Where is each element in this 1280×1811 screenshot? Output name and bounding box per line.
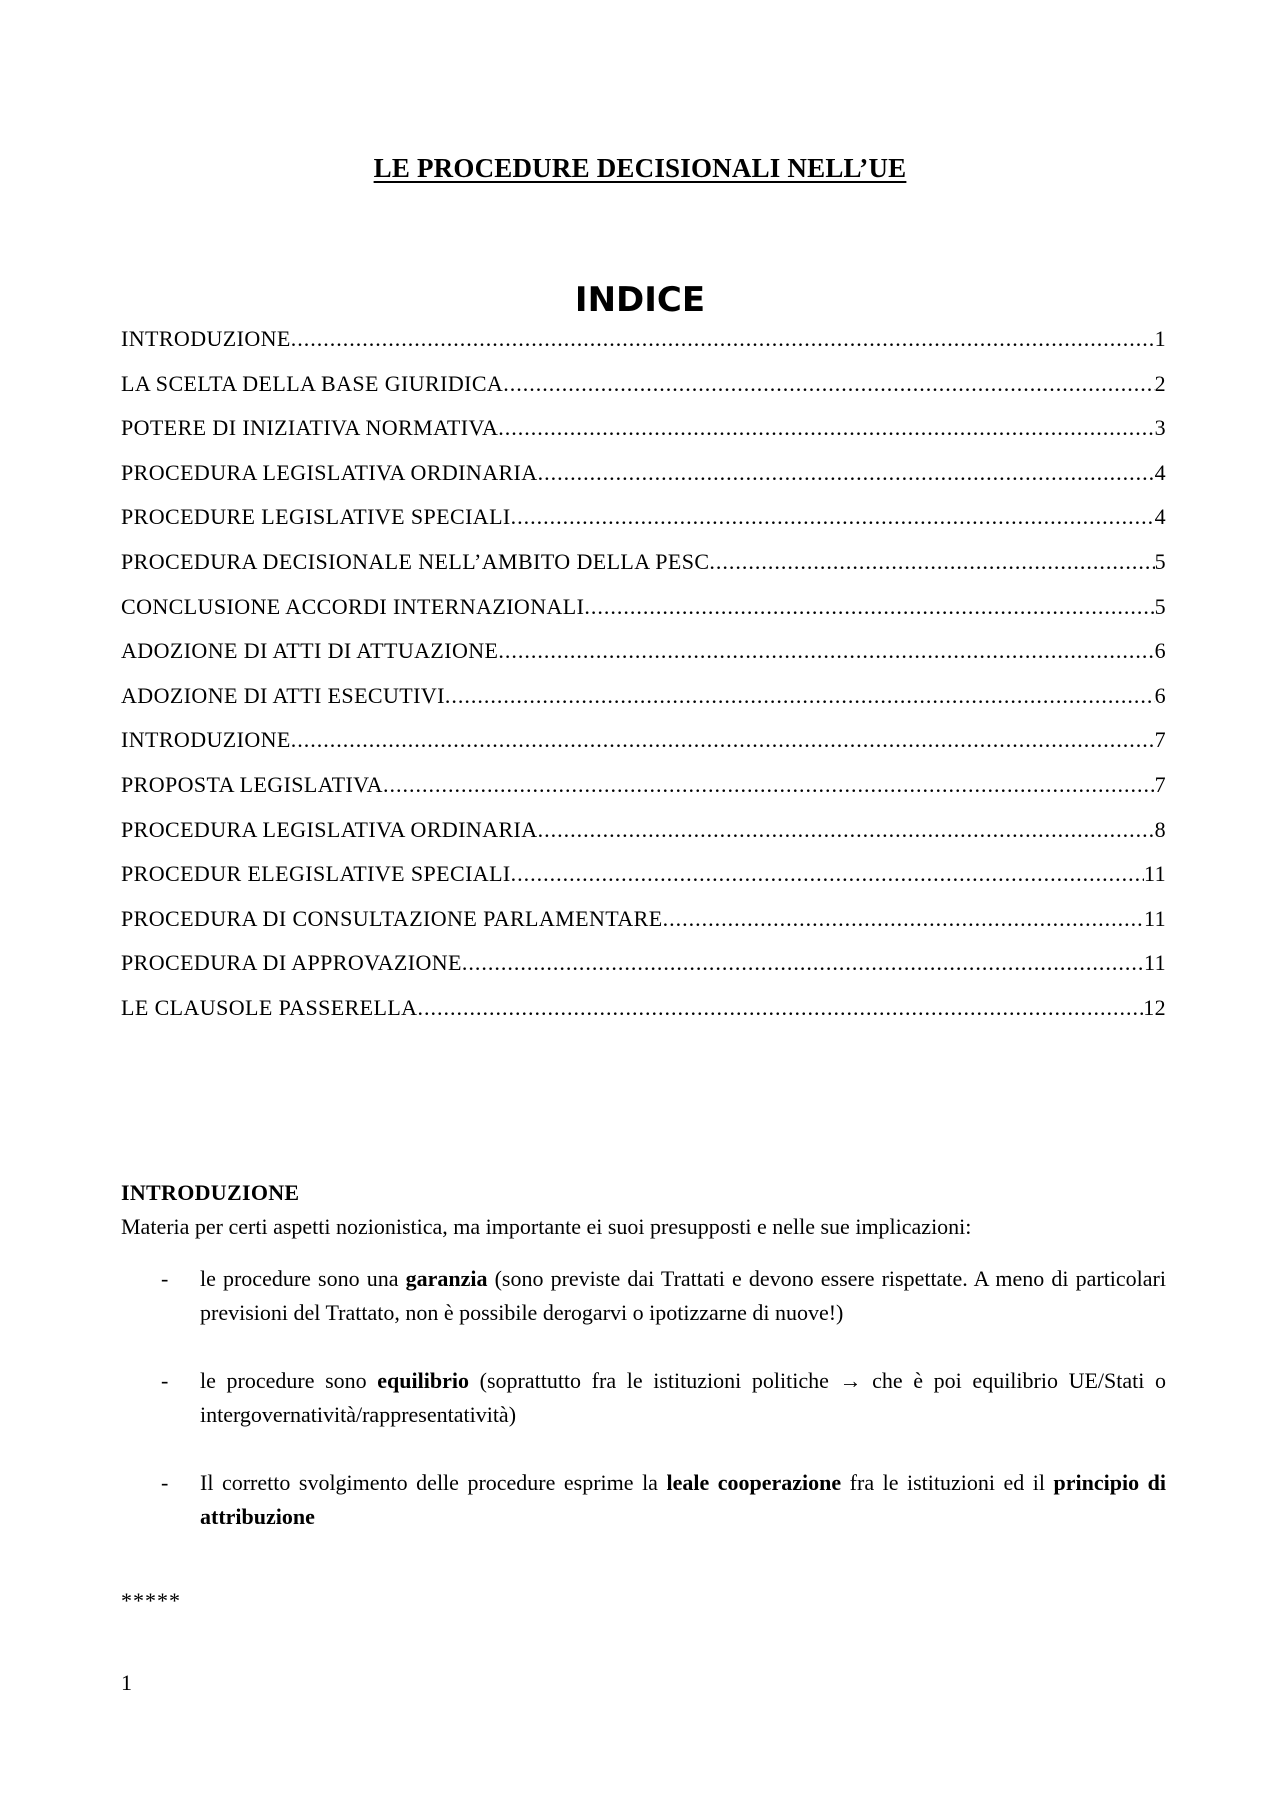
bullet-text: (sono previste dai Trattati e devono essere rispettate. A meno di particolari previsioni del Trattato, non è possibile derogarvi o ipotizzarne di nuove!) (200, 1266, 1166, 1325)
bullet-text: (soprattutto fra le istituzioni politiche → che è poi equilibrio UE/Stati o intergovernatività/rappresentatività) (200, 1368, 1167, 1427)
page-number: 1 (121, 1670, 132, 1695)
bullet-text: Il corretto svolgimento delle procedure esprime la (200, 1470, 667, 1495)
toc-entry[interactable] (121, 906, 1166, 951)
toc-entry-page: 1 (1154, 326, 1166, 351)
introduction-section (121, 1176, 1166, 1568)
bullet-marker: - (161, 1266, 169, 1291)
toc-leader-dots (291, 727, 1155, 753)
bullet-item (121, 1262, 1166, 1330)
toc-leader-dots (503, 371, 1154, 397)
bullet-marker: - (161, 1470, 169, 1495)
toc-entry-label: PROCEDURA LEGISLATIVA ORDINARIA (121, 816, 538, 842)
toc-entry-label: LA SCELTA DELLA BASE GIURIDICA (121, 370, 504, 396)
toc-entry[interactable] (121, 772, 1166, 817)
toc-entry[interactable] (121, 817, 1166, 862)
section-intro-text: Materia per certi aspetti nozionistica, ma importante ei suoi presupposti e nelle sue implicazioni: (121, 1214, 972, 1239)
toc-entry-page: 7 (1154, 771, 1166, 797)
toc-entry[interactable] (121, 594, 1166, 639)
toc-entry[interactable] (121, 683, 1166, 728)
toc-entry-page: 6 (1154, 682, 1166, 708)
toc-leader-dots (511, 504, 1155, 530)
toc-entry-page: 11 (1144, 950, 1166, 976)
toc-leader-dots (511, 861, 1144, 887)
toc-entry-label: PROPOSTA LEGISLATIVA (121, 771, 383, 797)
toc-entry-label: PROCEDUR ELEGISLATIVE SPECIALI (121, 861, 511, 887)
bullet-text: le procedure sono una (200, 1266, 406, 1291)
toc-leader-dots (291, 326, 1155, 352)
toc-entry[interactable] (121, 995, 1166, 1040)
toc-leader-dots (584, 594, 1154, 620)
bullet-emphasis: garanzia (405, 1266, 488, 1291)
toc-entry[interactable] (121, 638, 1166, 683)
toc-entry[interactable] (121, 861, 1166, 906)
toc-leader-dots (498, 415, 1154, 441)
toc-leader-dots (383, 772, 1155, 798)
bullet-text: fra le istituzioni ed il (841, 1470, 1054, 1495)
toc-entry-page: 3 (1154, 415, 1166, 441)
toc-entry-label: LE CLAUSOLE PASSERELLA (121, 994, 418, 1020)
bullet-emphasis: leale cooperazione (666, 1470, 842, 1495)
toc-entry-page: 2 (1154, 370, 1166, 396)
toc-leader-dots (663, 906, 1144, 932)
toc-entry-label: PROCEDURA LEGISLATIVA ORDINARIA (121, 459, 538, 485)
toc-entry[interactable] (121, 950, 1166, 995)
toc-entry-label: PROCEDURA DI APPROVAZIONE (121, 950, 462, 976)
bullet-text: le procedure sono (200, 1368, 378, 1393)
section-separator: ***** (121, 1588, 181, 1613)
toc-entry-label: ADOZIONE DI ATTI DI ATTUAZIONE (121, 638, 499, 664)
table-of-contents (121, 326, 1166, 1040)
bullet-emphasis: equilibrio (377, 1368, 469, 1393)
toc-leader-dots (538, 460, 1155, 486)
toc-leader-dots (445, 683, 1155, 709)
toc-entry[interactable] (121, 371, 1166, 416)
bullet-marker: - (161, 1368, 169, 1393)
toc-entry[interactable] (121, 727, 1166, 772)
toc-entry[interactable] (121, 504, 1166, 549)
document-title: LE PROCEDURE DECISIONALI NELL’UE (373, 153, 907, 183)
toc-entry[interactable] (121, 460, 1166, 505)
toc-entry-label: CONCLUSIONE ACCORDI INTERNAZIONALI (121, 593, 585, 619)
toc-entry-page: 8 (1154, 816, 1166, 842)
bullet-list (121, 1262, 1166, 1534)
toc-heading: INDICE (574, 280, 706, 320)
toc-entry-label: INTRODUZIONE (121, 326, 291, 351)
toc-entry-page: 7 (1154, 727, 1166, 753)
toc-entry-label: INTRODUZIONE (121, 727, 291, 753)
bullet-emphasis: principio di attribuzione (200, 1470, 1166, 1529)
toc-entry-page: 12 (1143, 994, 1166, 1020)
toc-entry-page: 5 (1154, 548, 1166, 574)
bullet-item (121, 1466, 1166, 1534)
toc-entry-page: 4 (1154, 504, 1166, 530)
bullet-item (121, 1364, 1166, 1432)
toc-entry[interactable] (121, 549, 1166, 594)
toc-entry-label: POTERE DI INIZIATIVA NORMATIVA (121, 415, 499, 441)
toc-entry-label: ADOZIONE DI ATTI ESECUTIVI (121, 682, 445, 708)
toc-entry-page: 11 (1144, 861, 1166, 887)
toc-entry[interactable] (121, 415, 1166, 460)
toc-entry-label: PROCEDURE LEGISLATIVE SPECIALI (121, 504, 511, 530)
toc-leader-dots (417, 995, 1143, 1021)
toc-entry-page: 11 (1144, 905, 1166, 931)
toc-entry-page: 5 (1154, 593, 1166, 619)
toc-leader-dots (538, 817, 1155, 843)
toc-leader-dots (462, 950, 1144, 976)
toc-entry[interactable] (121, 326, 1166, 371)
toc-leader-dots (498, 638, 1154, 664)
toc-entry-label: PROCEDURA DECISIONALE NELL’AMBITO DELLA PESC (121, 548, 710, 574)
toc-entry-page: 6 (1154, 638, 1166, 664)
section-heading: INTRODUZIONE (121, 1180, 300, 1205)
toc-entry-label: PROCEDURA DI CONSULTAZIONE PARLAMENTARE (121, 905, 663, 931)
toc-entry-page: 4 (1154, 459, 1166, 485)
toc-leader-dots (709, 549, 1154, 575)
